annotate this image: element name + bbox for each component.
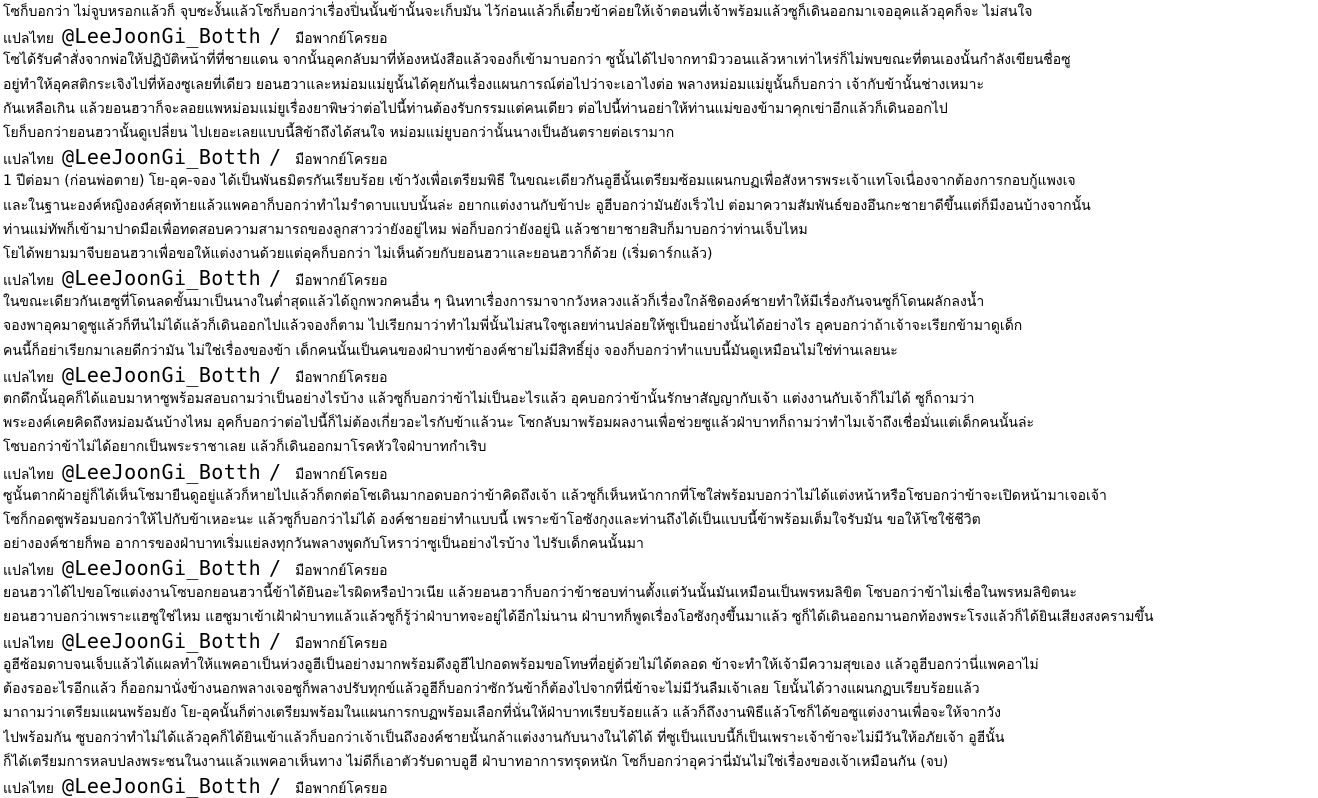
credit-handle: @LeeJoonGi_Botth — [61, 774, 262, 798]
paragraph-line: มาถามว่าเตรียมแผนพร้อมยัง โย-อุคนั้นก็ต่างเตรียมพร้อมในแผนการกบฏพร้อมเลือกที่นั่นให้ฝ่าบาทเรียบร้อยแล้ว แล้วก็ถึงงานพิธีแล้วโซก็ได้ขอซูแต่งงานเพื่อจะให้จากวัง — [3, 705, 1001, 722]
credit-suffix: มือพากย์โครยอ — [295, 466, 388, 483]
credit-prefix: แปลไทย — [3, 31, 54, 48]
paragraph-line: โยก็บอกว่ายอนฮวานั้นดูเปลี่ยน ไปเยอะเลยแบบนี้สิข้าถึงได้สนใจ หม่อมแม่ยูบอกว่านั้นนางเป็นอันตรายต่อเรามาก — [3, 124, 675, 141]
credit-separator: / — [269, 266, 282, 291]
paragraph-line: อย่างองค์ชายก็พอ อาการของฝ่าบาทเริ่มแย่ลงทุกวันพลางพูดกับโหราว่าซูเป็นอย่างไรบ้าง ไปรับเด็กคนนั้นมา — [3, 536, 644, 553]
paragraph-line: ตกดึกนั้นอุคก็ได้แอบมาหาซูพร้อมสอบถามว่าเป็นอย่างไรบ้าง แล้วซูก็บอกว่าข้าไม่เป็นอะไรแล้ว อุคบอกว่าข้านั้นรักษาสัญญากับเจ้า แต่งงานกับเจ้าก็ไม่ได้ ซูก็ถามว่า — [3, 391, 975, 407]
credit-separator: / — [269, 628, 282, 653]
paragraph-line: คนนี้ก็อย่าเรียกมาเลยดีกว่ามัน ไม่ใช่เรื่องของข้า เด็กคนนั้นเป็นคนของฝ่าบาทข้าองค์ชายไม่มีสิทธิ์ยุ่ง จองก็บอกว่าทำแบบนี้มันดูเหมือนไม่ใช่ท่านเลยนะ — [3, 342, 898, 359]
paragraph-line: จองพาอุคมาดูซูแล้วก็ทีนไม่ได้แล้วก็เดินออกไปแล้วจองก็ตาม ไปเรียกมาว่าทำไมพี่นั้นไม่สนใจซูเลยท่านปล่อยให้ซูเป็นอย่างนั้นได้อย่างไร อุคบอกว่าถ้าเจ้าจะเรียกข้ามาดูเด็ก — [3, 318, 1023, 335]
credit-suffix: มือพากย์โครยอ — [295, 369, 388, 386]
credit-prefix: แปลไทย — [3, 781, 54, 797]
credit-handle: @LeeJoonGi_Botth — [61, 24, 262, 49]
credit-handle: @LeeJoonGi_Botth — [61, 362, 262, 387]
credit-separator: / — [269, 24, 282, 49]
credit-separator: / — [269, 774, 282, 798]
paragraph-line: ซูนั้นตากผ้าอยู่ก็ได้เห็นโซมายืนดูอยู่แล้วก็หายไปแล้วก็ตกต่อโซเดินมากอดบอกว่าข้าคิดถึงเจ้า แล้วซูก็เห็นหน้ากากที่โซใส่พร้อมบอกว่าไม่ได้แต่งหน้าหรือโซบอกว่าข้าจะเปิดหน้ามาเจอเจ้า — [3, 487, 1107, 504]
credit-suffix: มือพากย์โครยอ — [295, 563, 388, 580]
credit-separator: / — [269, 362, 282, 387]
translator-credit — [3, 145, 1315, 169]
paragraph-line: ในขณะเดียวกันเฮซูที่โดนลดขั้นมาเป็นนางในต่ำสุดแล้วได้ถูกพวกคนอื่น ๆ นินทาเรื่องการมาจากวังหลวงแล้วก็เรื่องใกล้ชิดองค์ชายทำให้มีเรื่องกันจนซูก็โดนผลักลงน้ำ — [3, 294, 985, 311]
translator-credit — [3, 774, 1315, 798]
translator-credit — [3, 629, 1315, 653]
paragraph-line: อูฮีซ้อมดาบจนเจ็บแล้วได้แผลทำให้แพคอาเป็นห่วงอูฮีเป็นอย่างมากพร้อมดึงอูฮีไปกอดพร้อมขอโทษที่อยู่ด้วยไม่ได้ตลอด ข้าจะทำให้เจ้ามีความสุขเอง แล้วอูฮีบอกว่านี่แพคอาไม่ — [3, 657, 1039, 674]
credit-suffix: มือพากย์โครยอ — [295, 635, 388, 652]
credit-handle: @LeeJoonGi_Botth — [61, 266, 262, 291]
translator-credit — [3, 363, 1315, 387]
credit-handle: @LeeJoonGi_Botth — [61, 556, 262, 581]
credit-suffix: มือพากย์โครยอ — [295, 152, 388, 169]
paragraph-line: กันเหลือเกิน แล้วยอนฮวาก็จะลอยแพหม่อมแม่ยูเรื่องยาพิษว่าต่อไปนี้ท่านต้องรับกรรมแต่คนเดียว ต่อไปนี้ท่านอย่าให้ท่านแม่ของข้ามาคุกเข่าอีกแล้วก็เดินออกไป — [3, 100, 948, 117]
paragraph-line: โซบอกว่าข้าไม่ได้อยากเป็นพระราชาเลย แล้วก็เดินออกมาโรคหัวใจฝ่าบาทกำเริบ — [3, 439, 487, 456]
paragraph-line: ยอนฮวาบอกว่าเพราะแฮซูใช่ไหม แฮซูมาเข้าเฝ้าฝ่าบาทแล้วแล้วซูก็รู้ว่าฝ่าบาทจะอยู่ได้อีกไม่นาน ฝ่าบาทก็พูดเรื่องโอซังกุงขึ้นมาแล้ว ซูก็ได้เดินออกมานอกท้องพระโรงแล้วก็ได้ยินเสียงสงครามขึ้น — [3, 608, 1154, 625]
credit-prefix: แปลไทย — [3, 635, 54, 652]
paragraph-line: 1 ปีต่อมา (ก่อนพ่อตาย) โย-อุค-จอง ได้เป็นพันธมิตรกันเรียบร้อย เข้าวังเพื่อเตรียมพิธี ในขณะเดียวกันอูฮีนั้นเตรียมซ้อมแผนกบฏเพื่อสังหารพระเจ้าแทโจเนื่องจากต้องการกอบกู้แพงเจ — [3, 173, 1076, 190]
paragraph-line: ยอนฮวาได้ไปขอโซแต่งงานโซบอกยอนฮวานี้ข้าได้ยินอะไรผิดหรือป่าวเนีย แล้วยอนฮวาก็บอกว่าข้าชอบท่านตั้งแต่วันนั้นมันเหมือนเป็นพรหมลิขิต โซบอกว่าข้าไม่เชื่อในพรหมลิขิตนะ — [3, 584, 1077, 601]
paragraph-line: ท่านแม่ทัพก็เข้ามาปาดมือเพื่อทดสอบความสามารถของลูกสาวว่ายังอยู่ไหม พ่อก็บอกว่ายังอยู่นิ แล้วชายาชายสิบก็มาบอกว่าท่านเจ็บไหม — [3, 221, 808, 238]
paragraph-line: อยู่ทำให้อุคสติกระเจิงไปที่ห้องซูเลยที่เดียว ยอนฮวาและหม่อมแม่ยูนั้นได้คุยกันเรื่องแผนการณ์ต่อไปว่าจะเอาไงต่อ พลางหม่อมแม่ยูนั้นก็บอกว่า เจ้ากับข้านั้นช่างเหมาะ — [3, 76, 985, 93]
paragraph-line: และในฐานะองค์หญิงองค์สุดท้ายแล้วแพคอาก็บอกว่าทำไมรำดาบแบบนั้นล่ะ อยากแต่งงานกับข้าปะ อูฮีบอกว่ามันยังเร็วไป ต่อมาความสัมพันธ์ของอึนกะชายาดีขึ้นแต่ก็มีงอนบ้างจากนั้น — [3, 197, 1091, 214]
credit-prefix: แปลไทย — [3, 273, 54, 290]
paragraph-line: โซก็กอดซูพร้อมบอกว่าให้ไปกับข้าเหอะนะ แล้วซูก็บอกว่าไม่ได้ องค์ชายอย่าทำแบบนี้ เพราะข้าโอซังกุงและท่านถึงได้เป็นแบบนี้ข้าพร้อมเต็มใจรับมัน ขอให้โซใช้ชีวิต — [3, 511, 981, 528]
translator-credit — [3, 24, 1315, 48]
credit-handle: @LeeJoonGi_Botth — [61, 628, 262, 653]
credit-prefix: แปลไทย — [3, 369, 54, 386]
paragraph-line: ต้องรออะไรอีกแล้ว ก็ออกมานั่งข้างนอกพลางเจอซูก็พลางปรับทุกข์แล้วอูฮีก็บอกว่าซักวันข้าก็ต้องไปจากที่นี่ข้าจะไม่มีวันลืมเจ้าเลย โยนั้นได้วางแผนกฏบเรียบร้อยแล้ว — [3, 681, 980, 698]
translator-credit — [3, 460, 1315, 484]
credit-prefix: แปลไทย — [3, 466, 54, 483]
paragraph-line: ก็ได้เตรียมการหลบปลงพระชนในงานแล้วแพคอาเห็นทาง ไม่ดีก็เอาตัวรับดาบอูฮี ฝ่าบาทอาการทรุดหนัก โซก็บอกว่าอุคว่านี่มันไม่ใช่เรื่องของเจ้าเหมือนกัน (จบ) — [3, 753, 949, 770]
credit-handle: @LeeJoonGi_Botth — [61, 145, 262, 170]
translator-credit — [3, 556, 1315, 580]
credit-separator: / — [269, 459, 282, 484]
paragraph-line: โซได้รับคำสั่งจากพ่อให้ปฏิบัติหน้าที่ที่ชายแดน จากนั้นอุคกลับมาที่ห้องหนังสือแล้วจองก็เข้ามาบอกว่า ซูนั้นได้ไปจากทามิววอนแล้วหาเท่าไหร่ก็ไม่พบขณะที่ตนเองนั้นกำลังเขียนชื่อซู — [3, 52, 1071, 69]
credit-handle: @LeeJoonGi_Botth — [61, 459, 262, 484]
paragraph-line: โยได้พยามมาจีบยอนฮวาเพื่อขอให้แต่งงานด้วยแต่อุคก็บอกว่า ไม่เห็นด้วยกับยอนฮวาและยอนฮวาก็ด้วย (เริ่มดาร์กแล้ว) — [3, 245, 713, 262]
paragraph-line: พระองค์เคยคิดถึงหม่อมฉันบ้างไหม อุคก็บอกว่าต่อไปนี้ก็ไม่ต้องเกี่ยวอะไรกับข้าแล้วนะ โซกลับมาพร้อมผลงานเพื่อช่วยซูแล้วฝ่าบาทก็ถามว่าทำไมเจ้าถึงเชื่อมั่นแต่เด็กคนนั้นล่ะ — [3, 415, 1035, 432]
credit-prefix: แปลไทย — [3, 152, 54, 169]
credit-suffix: มือพากย์โครยอ — [295, 273, 388, 290]
credit-prefix: แปลไทย — [3, 563, 54, 580]
credit-separator: / — [269, 556, 282, 581]
paragraph-line: โซก็บอกว่า ไม่จูบหรอกแล้วก็ จุบซะงั้นแล้วโซก็บอกว่าเรื่องปิ่นนั้นข้านั้นจะเก็บมัน ไว้ก่อนแล้วก็เดี๋ยวข้าค่อยให้เจ้าตอนที่เจ้าพร้อมแล้วซูก็เดินออกมาเจออุคแล้วอุคก็จะ ไม่สนใจ — [3, 4, 1033, 20]
paragraph-line: ไปพร้อมกัน ซูบอกว่าทำไม่ได้แล้วอุคก็ได้ยินเข้าแล้วก็บอกว่าเจ้าเป็นถึงองค์ชายนั้นกล้าแต่งงานกับนางในได้ได้ ที่ซูเป็นแบบนี้ก็เป็นเพราะเจ้าข้าจะไม่มีวันให้อภัยเจ้า อูฮีนั้น — [3, 729, 1005, 746]
translator-credit — [3, 266, 1315, 290]
credit-suffix: มือพากย์โครยอ — [295, 781, 388, 797]
credit-separator: / — [269, 145, 282, 170]
article-body — [3, 0, 1315, 798]
credit-suffix: มือพากย์โครยอ — [295, 31, 388, 48]
